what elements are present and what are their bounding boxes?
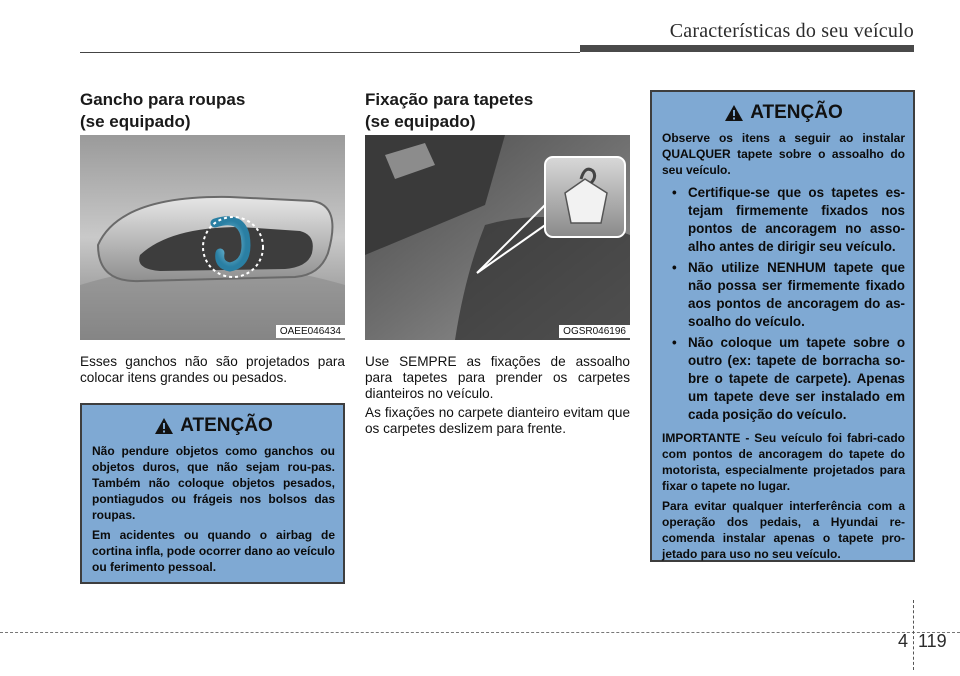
warning-bullet-text: Não coloque um tapete sobre o outro (ex: tapete de borracha so-bre o tapete de carpete). Apenas um tapete deve ser instalado em cada posição do veículo. <box>688 335 905 422</box>
bullet-icon: • <box>672 260 677 275</box>
page-number-divider <box>913 600 915 670</box>
warning-title: ATENÇÃO <box>750 102 843 123</box>
footer-rule <box>0 632 960 633</box>
section-title-floor-mat <box>365 89 533 133</box>
warning-box-floor-mat <box>650 90 915 562</box>
chapter-number: 4 <box>898 631 909 651</box>
floor-mat-anchor-photo <box>365 135 630 340</box>
body-paragraph: As fixações no carpete dianteiro evitam que os carpetes deslizem para frente. <box>365 405 630 436</box>
section-title-line: Gancho para roupas <box>80 90 246 109</box>
running-header: Características do seu veículo <box>669 20 914 42</box>
warning-header <box>92 415 335 437</box>
warning-paragraph: Não pendure objetos como ganchos ou objetos duros, que não sejam rou-pas. Também não coloque objetos pesados, pontiagudos ou frágeis nos bolsos das roupas. <box>92 444 335 522</box>
clothes-hook-illustration <box>80 135 345 340</box>
warning-bullet-item <box>662 184 905 256</box>
image-code: OAEE046434 <box>276 325 345 338</box>
warning-bullet-text: Certifique-se que os tapetes es-tejam firmemente fixados nos pontos de ancoragem no asso-alho antes de dirigir seu veículo. <box>688 185 905 254</box>
warning-triangle-icon <box>154 417 174 435</box>
section-title-line: Fixação para tapetes <box>365 90 534 109</box>
warning-bullet-list <box>662 184 905 424</box>
page-number: 119 <box>918 631 947 651</box>
warning-header <box>662 102 905 124</box>
header-rule <box>80 52 580 53</box>
warning-important: IMPORTANTE - Seu veículo foi fabri-cado com pontos de ancoragem do tapete do motorista, especialmente projetados para fixar o tapete no lugar. <box>662 431 905 493</box>
bullet-icon: • <box>672 335 677 350</box>
body-paragraph: Esses ganchos não são projetados para colocar itens grandes ou pesados. <box>80 354 345 385</box>
clothes-hook-text <box>80 354 345 389</box>
section-title-clothes-hook <box>80 89 245 133</box>
clothes-hook-photo <box>80 135 345 340</box>
warning-title: ATENÇÃO <box>180 415 273 436</box>
warning-paragraph: Em acidentes ou quando o airbag de cortina infla, pode ocorrer dano ao veículo ou ferimento pessoal. <box>92 528 335 574</box>
warning-bullet-text: Não utilize NENHUM tapete que não possa ser firmemente fixado aos pontos de ancoragem do as-soalho do veículo. <box>688 260 905 329</box>
warning-box-clothes-hook <box>80 403 345 584</box>
body-paragraph: Use SEMPRE as fixações de assoalho para tapetes para prender os carpetes dianteiros no veículo. <box>365 354 630 401</box>
header-bar <box>580 45 914 52</box>
warning-intro: Observe os itens a seguir ao instalar QUALQUER tapete sobre o assoalho do seu veículo. <box>662 131 905 177</box>
section-title-line: (se equipado) <box>365 112 476 131</box>
bullet-icon: • <box>672 185 677 200</box>
image-code: OGSR046196 <box>559 325 630 338</box>
section-title-line: (se equipado) <box>80 112 191 131</box>
warning-final: Para evitar qualquer interferência com a operação dos pedais, a Hyundai re-comenda instalar apenas o tapete pro-jetado para uso no seu veículo. <box>662 499 905 561</box>
warning-bullet-item <box>662 334 905 424</box>
floor-mat-text <box>365 354 630 440</box>
warning-triangle-icon <box>724 104 744 122</box>
warning-bullet-item <box>662 259 905 331</box>
floor-mat-anchor-illustration <box>365 135 630 340</box>
